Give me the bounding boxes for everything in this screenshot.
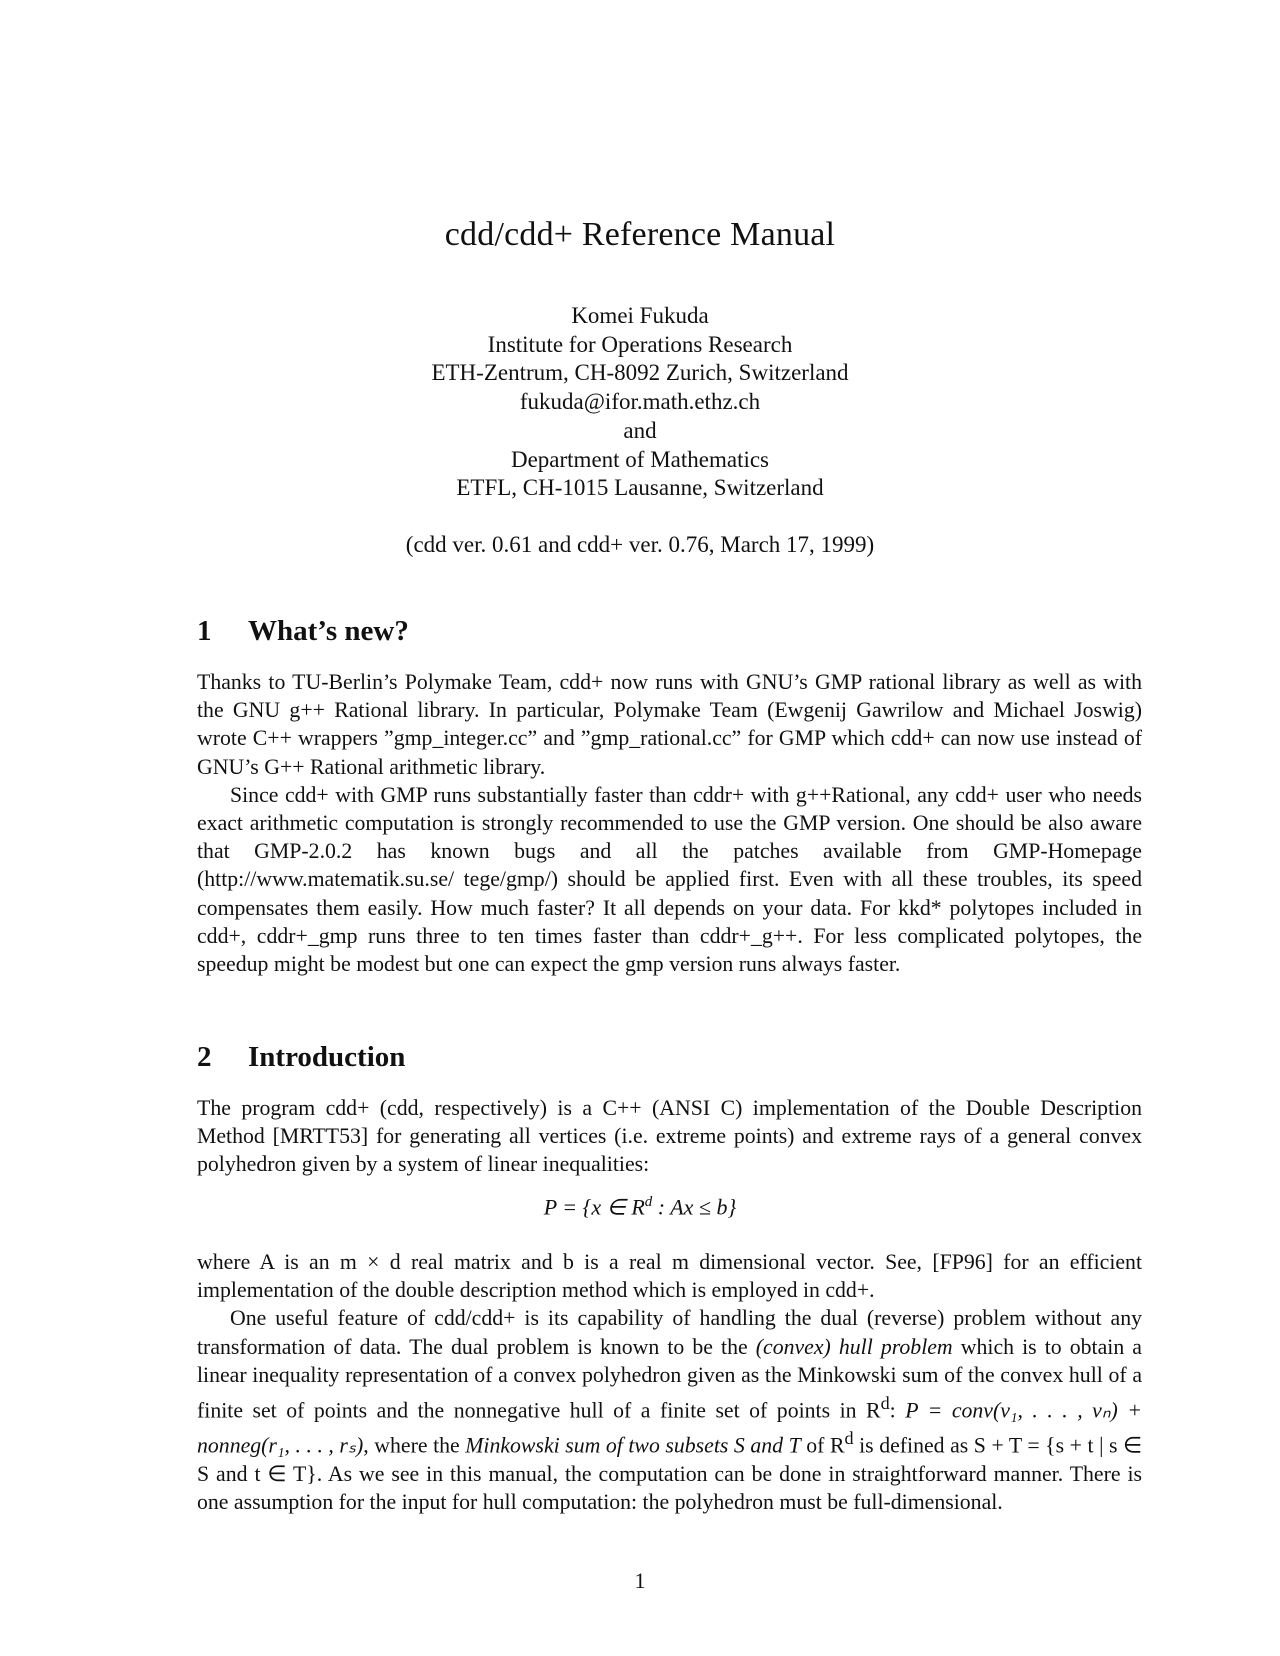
paragraph: The program cdd+ (cdd, respectively) is a C++ (ANSI C) implementation of the Double Description Method [MRTT53] for generating all vertices (i.e. extreme points) and extreme rays of a general convex polyhedron given by a system of linear inequalities: xyxy=(197,1096,1142,1177)
text-run: which is to obtain a linear inequality representation of a convex polyhedron given as the Minkowski sum of the convex hull of a finite set of points and the nonnegative hull of a finite set of points in R xyxy=(197,1334,1142,1423)
paragraph: Thanks to TU-Berlin’s Polymake Team, cdd+ now runs with GNU’s GMP rational library as well as with the GNU g++ Rational library. In particular, Polymake Team (Ewgenij Gawrilow and Michael Joswig) wrote C++ wrappers ”gmp_integer.cc” and ”gmp_rational.cc” for GMP which cdd+ can now use instead of GNU’s G++ Rational arithmetic library. xyxy=(197,670,1142,779)
superscript: d xyxy=(844,1428,854,1449)
superscript: d xyxy=(880,1393,890,1414)
paragraph: Since cdd+ with GMP runs substantially faster than cddr+ with g++Rational, any cdd+ user who needs exact arithmetic computation is strongly recommended to use the GMP version. One should be also aware that GMP-2.0.2 has known bugs and all the patches available from GMP-Homepage (http://www.matematik.su.se/ tege/gmp/) should be applied first. Even with all these troubles, its speed compensates them easily. How much faster? It all depends on your data. For kkd* polytopes included in cdd+, cddr+_gmp runs three to ten times faster than cddr+_g++. For less complicated polytopes, the speedup might be modest but one can expect the gmp version runs always faster. xyxy=(197,782,1142,977)
equation-superscript: d xyxy=(644,1194,653,1210)
version-line: (cdd ver. 0.61 and cdd+ ver. 0.76, March 17, 1999) xyxy=(405,532,875,557)
text-run: , where the xyxy=(363,1433,466,1458)
author-block xyxy=(0,302,1280,503)
section-title: What’s new? xyxy=(248,615,409,647)
equation-rhs: : Ax ≤ b} xyxy=(652,1194,737,1220)
section-number: 2 xyxy=(197,1041,212,1073)
text-run: One useful feature of cdd/cdd+ is its capability of handling the dual (reverse) problem without any transformation of data. The dual problem is known to be the xyxy=(197,1306,1142,1359)
paragraph: where A is an m × d real matrix and b is a real m dimensional vector. See, [FP96] for an efficient implementation of the double description method which is employed in cdd+. xyxy=(197,1250,1142,1303)
author-email: fukuda@ifor.math.ethz.ch xyxy=(519,389,761,415)
display-equation xyxy=(0,1194,1280,1220)
section-title: Introduction xyxy=(248,1041,406,1073)
emphasis-text: (convex) hull problem xyxy=(755,1334,953,1359)
document-title: cdd/cdd+ Reference Manual xyxy=(444,216,836,253)
section-heading-whats-new xyxy=(197,615,409,648)
emphasis-text: Minkowski sum of two subsets S and T xyxy=(465,1433,801,1458)
text-run: : xyxy=(889,1398,906,1423)
section-body-introduction-intro xyxy=(197,1094,1142,1179)
affiliation-conjunction: and xyxy=(623,417,657,443)
section-body-whats-new xyxy=(197,668,1142,978)
section-body-introduction-rest xyxy=(197,1248,1142,1516)
affiliation-line: ETFL, CH-1015 Lausanne, Switzerland xyxy=(456,475,824,501)
paragraph xyxy=(197,1304,1142,1516)
text-run: of R xyxy=(800,1433,845,1458)
text-run: is defined as S + T = {s + t | s ∈ S and t ∈ T}. As we see in this manual, the computation can be done in straightforward manner. There is one assumption for the input for hull computation: the polyhedron must be full-dimensional. xyxy=(197,1433,1142,1515)
section-number: 1 xyxy=(197,615,212,647)
inline-formula: P = conv(v₁, . . . , vₙ) + nonneg(r₁, . . . , rₛ) xyxy=(197,1398,1142,1458)
page-number: 1 xyxy=(634,1568,646,1593)
affiliation-line: Institute for Operations Research xyxy=(487,331,793,357)
affiliation-line: Department of Mathematics xyxy=(510,446,770,472)
author-name: Komei Fukuda xyxy=(571,303,709,328)
equation-lhs: P = {x ∈ R xyxy=(543,1194,645,1220)
section-heading-introduction xyxy=(197,1041,405,1074)
affiliation-line: ETH-Zentrum, CH-8092 Zurich, Switzerland xyxy=(431,360,849,386)
